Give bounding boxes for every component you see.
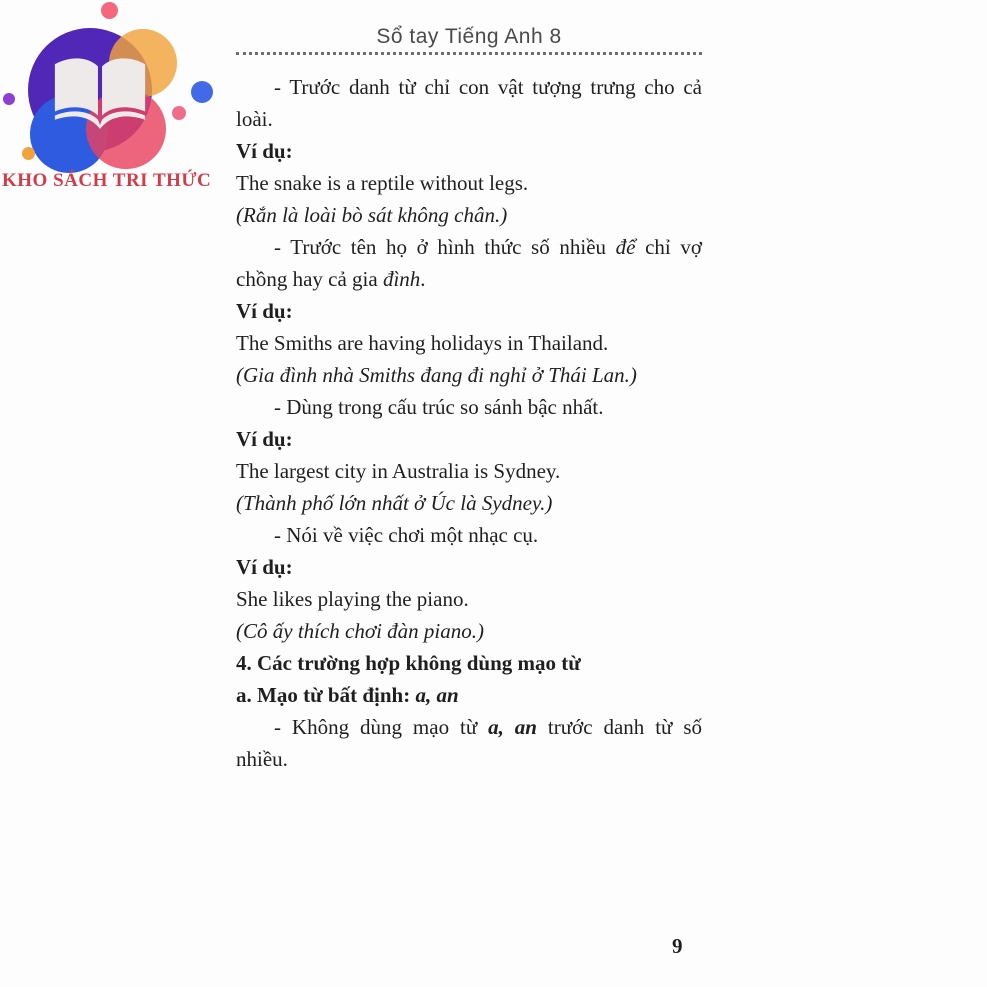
subsection-heading <box>236 679 702 711</box>
text-segment: 4. Các trường hợp không dùng mạo từ <box>236 651 581 675</box>
section-heading <box>236 647 702 679</box>
example-vietnamese <box>236 487 702 519</box>
text-segment: . <box>420 267 426 291</box>
text-segment: The largest city in Australia is Sydney. <box>236 459 561 483</box>
example-label <box>236 551 702 583</box>
text-segment: (Thành phố lớn nhất ở Úc là Sydney.) <box>236 491 553 515</box>
logo-dot <box>191 81 213 103</box>
logo-dot <box>101 2 118 19</box>
text-segment: (Cô ấy thích chơi đàn piano.) <box>236 619 485 643</box>
text-segment: (Gia đình nhà Smiths đang đi nghỉ ở Thái Lan.) <box>236 363 637 387</box>
bullet-paragraph <box>236 519 702 551</box>
example-vietnamese <box>236 359 702 391</box>
example-vietnamese <box>236 615 702 647</box>
text-segment: a, an <box>415 683 459 707</box>
text-segment: - Dùng trong cấu trúc so sánh bậc nhất. <box>274 395 604 419</box>
open-book-icon <box>50 52 150 132</box>
text-segment: a, an <box>488 715 537 739</box>
logo-dot <box>22 147 35 160</box>
logo-dot <box>172 106 186 120</box>
text-segment: - Nói về việc chơi một nhạc cụ. <box>274 523 539 547</box>
example-english <box>236 455 702 487</box>
page-number: 9 <box>672 934 683 958</box>
bullet-paragraph <box>236 71 702 135</box>
text-segment: The snake is a reptile without legs. <box>236 171 529 195</box>
bullet-paragraph <box>236 711 702 775</box>
bullet-paragraph <box>236 391 702 423</box>
text-segment: - Trước danh từ chỉ con vật tượng trưng cho cả loài. <box>236 75 702 131</box>
example-label <box>236 423 702 455</box>
text-segment: Ví dụ: <box>236 299 293 323</box>
text-segment: Ví dụ: <box>236 555 293 579</box>
header-rule <box>236 52 702 55</box>
text-segment: - Không dùng mạo từ <box>274 715 489 739</box>
text-segment: để <box>615 235 636 259</box>
text-segment: She likes playing the piano. <box>236 587 469 611</box>
text-segment: a. Mạo từ bất định: <box>236 683 416 707</box>
example-english <box>236 583 702 615</box>
example-label <box>236 135 702 167</box>
text-segment: đình <box>382 267 421 291</box>
logo-wordmark: KHO SÁCH TRI THỨC <box>2 170 212 191</box>
example-vietnamese <box>236 199 702 231</box>
example-label <box>236 295 702 327</box>
logo-dot <box>3 93 15 105</box>
text-segment: (Rắn là loài bò sát không chân.) <box>236 203 508 227</box>
text-segment: - Trước tên họ ở hình thức số nhiều <box>274 235 616 259</box>
text-segment: Ví dụ: <box>236 427 293 451</box>
text-segment: Ví dụ: <box>236 139 293 163</box>
publisher-logo <box>0 0 232 205</box>
text-segment: chỉ vợ chồng hay cả gia <box>236 235 702 291</box>
text-segment: The Smiths are having holidays in Thailand. <box>236 331 609 355</box>
bullet-paragraph <box>236 231 702 295</box>
text-segment: trước danh từ số nhiều. <box>236 715 702 771</box>
example-english <box>236 327 702 359</box>
page-header-title: Sổ tay Tiếng Anh 8 <box>376 25 562 48</box>
page-body <box>236 71 702 775</box>
page-content <box>236 24 702 775</box>
example-english <box>236 167 702 199</box>
